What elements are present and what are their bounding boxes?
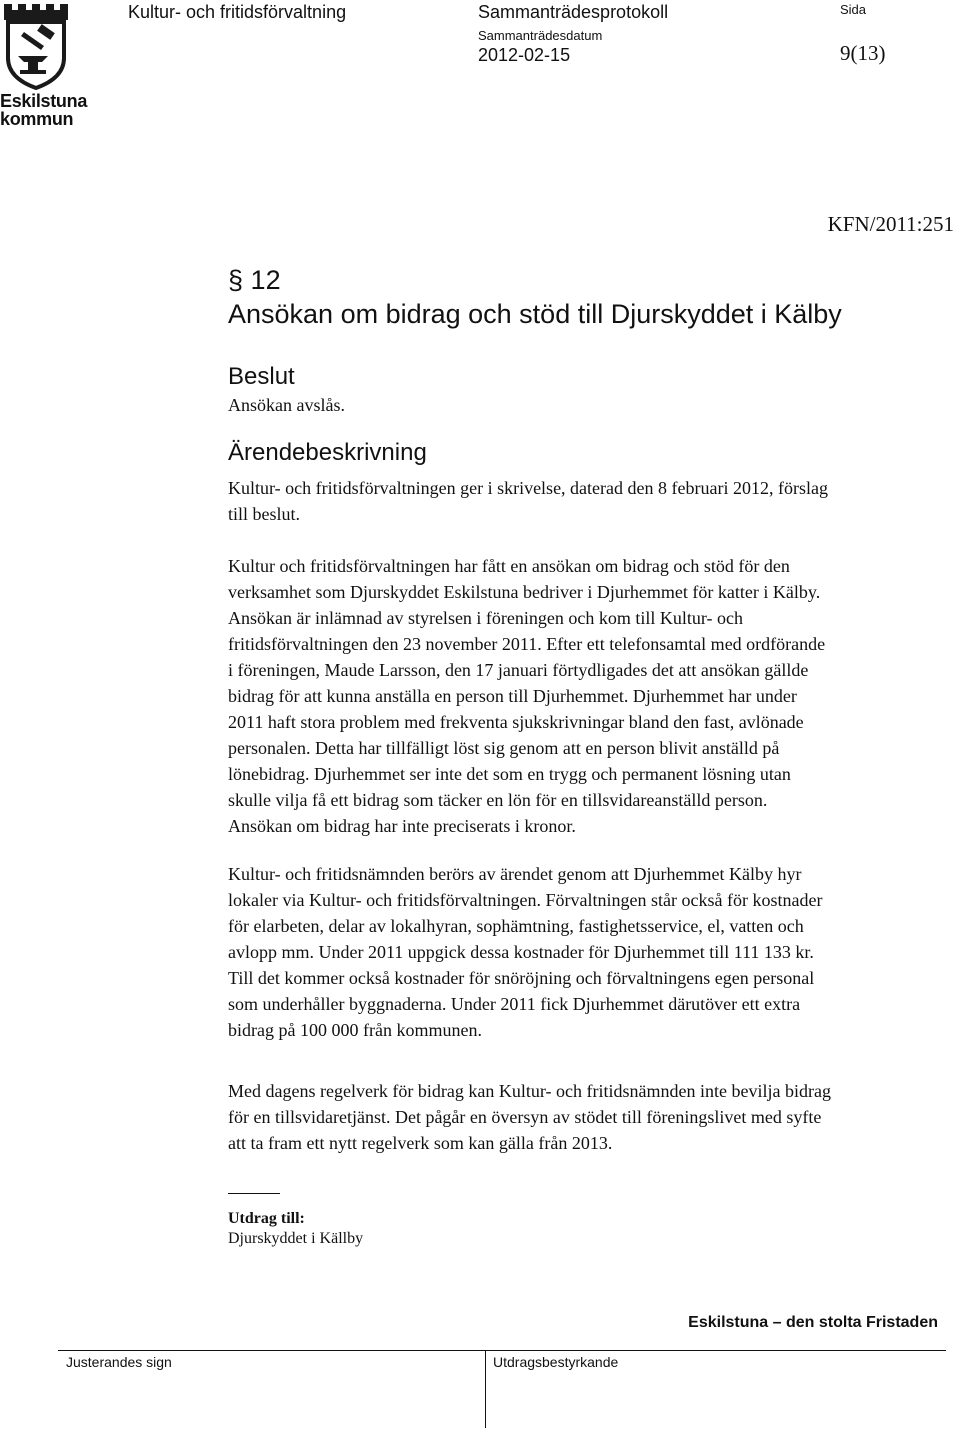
header-page-number: 9(13) [840,41,886,65]
footer-slogan: Eskilstuna – den stolta Fristaden [688,1314,938,1331]
paragraph-line: verksamhet som Djurskyddet Eskilstuna bedriver i Djurhemmet för katter i Kälby. [228,582,821,602]
section-number [228,265,281,295]
utdrag-label: Utdrag till: [228,1210,305,1227]
footer-column-divider [485,1350,486,1428]
header-page-label: Sida [840,2,867,17]
paragraph-line: till beslut. [228,504,300,524]
header-date: 2012-02-15 [478,45,571,65]
paragraph-line: Kultur- och fritidsnämnden berörs av ärendet genom att Djurhemmet Kälby hyr [228,864,802,884]
paragraph-line: för elarbeten, delar av lokalhyran, sophämtning, fastighetsservice, el, vatten och [228,916,804,936]
arende-heading: Ärendebeskrivning [228,439,427,466]
footer-justerandes-sign: Justerandes sign [66,1354,172,1370]
footer-rule [58,1350,946,1351]
paragraph-line: personalen. Detta har tillfälligt löst sig genom att en person blivit anställd på [228,738,780,758]
logo-name: Eskilstuna [0,91,88,111]
section-sign: § [228,265,244,295]
footer-utdragsbestyrkande: Utdragsbestyrkande [493,1354,619,1370]
arende-paragraph-2 [228,553,960,839]
section-title: Ansökan om bidrag och stöd till Djurskyddet i Kälby [228,299,842,329]
paragraph-line: bidrag på 100 000 från kommunen. [228,1020,482,1040]
header-org: Kultur- och fritidsförvaltning [128,2,347,22]
paragraph-line: Till det kommer också kostnader för snöröjning och förvaltningens egen personal [228,968,815,988]
paragraph-line: skulle vilja få ett bidrag som täcker en lön för en tillsvidareanställd person. [228,790,768,810]
paragraph-line: Kultur- och fritidsförvaltningen ger i skrivelse, daterad den 8 februari 2012, förslag [228,478,828,498]
paragraph-line: 2011 haft stora problem med frekventa sjukskrivningar bland den fast, avlönade [228,712,804,732]
arende-paragraph-1 [228,475,960,527]
paragraph-line: fritidsförvaltningen den 23 november 2011. Efter ett telefonsamtal med ordförande [228,634,826,654]
paragraph-line: som underhåller byggnaderna. Under 2011 fick Djurhemmet därutöver ett extra [228,994,801,1014]
paragraph-line: Kultur och fritidsförvaltningen har fått en ansökan om bidrag och stöd för den [228,556,790,576]
paragraph-line: för en tillsvidaretjänst. Det pågår en översyn av stödet till föreningslivet med syfte [228,1107,822,1127]
paragraph-line: Med dagens regelverk för bidrag kan Kultur- och fritidsnämnden inte bevilja bidrag [228,1081,831,1101]
header-doc-type: Sammanträdesprotokoll [478,2,669,22]
arende-paragraph-4 [228,1078,960,1156]
beslut-text: Ansökan avslås. [228,395,345,415]
beslut-heading: Beslut [228,363,295,390]
logo-name-2: kommun [0,109,74,129]
paragraph-line: Ansökan om bidrag har inte preciserats i kronor. [228,816,576,836]
paragraph-line: i föreningen, Maude Larsson, den 17 januari förtydligades det att ansökan gällde [228,660,809,680]
paragraph-line: att ta fram ett nytt regelverk som kan gälla från 2013. [228,1133,613,1153]
paragraph-line: lokaler via Kultur- och fritidsförvaltningen. Förvaltningen står också för kostnader [228,890,823,910]
paragraph-line: lönebidrag. Djurhemmet ser inte det som en trygg och permanent lösning utan [228,764,791,784]
utdrag-divider [228,1193,280,1194]
header-date-label: Sammanträdesdatum [478,28,603,43]
paragraph-line: bidrag för att kunna anställa en person till Djurhemmet. Djurhemmet har under [228,686,797,706]
paragraph-line: Ansökan är inlämnad av styrelsen i föreningen och kom till Kultur- och [228,608,744,628]
utdrag-recipient: Djurskyddet i Källby [228,1230,364,1247]
arende-paragraph-3 [228,861,960,1043]
case-reference: KFN/2011:251 [827,212,954,236]
paragraph-line: avlopp mm. Under 2011 uppgick dessa kostnader för Djurhemmet till 111 133 kr. [228,942,814,962]
section-number-value: 12 [250,265,281,295]
logo-wordmark [0,92,87,128]
